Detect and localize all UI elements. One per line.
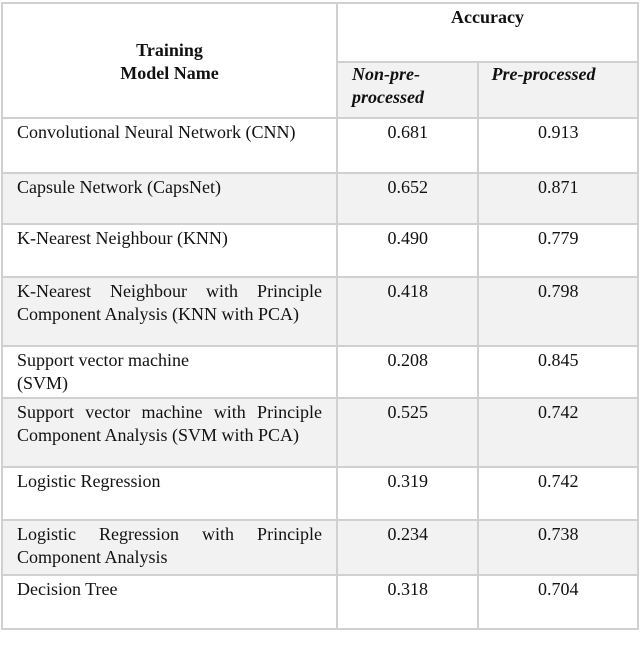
model-name-header — [2, 3, 337, 118]
table-row — [2, 398, 638, 467]
preprocessed-accuracy-cell: 0.742 — [478, 398, 638, 467]
model-name-cell: K-Nearest Neighbour (KNN) — [2, 224, 337, 277]
model-name-header-line1: Training — [136, 39, 203, 60]
header-row — [2, 3, 638, 62]
non-preprocessed-accuracy-cell: 0.525 — [337, 398, 478, 467]
non-preprocessed-accuracy-cell: 0.319 — [337, 467, 478, 520]
table-row — [2, 173, 638, 224]
preprocessed-accuracy-cell: 0.798 — [478, 277, 638, 346]
model-name-cell: Support vector machine with Principle Component Analysis (SVM with PCA) — [2, 398, 337, 467]
table-row — [2, 224, 638, 277]
non-preprocessed-accuracy-cell: 0.208 — [337, 346, 478, 398]
table-row — [2, 277, 638, 346]
table-row — [2, 467, 638, 520]
preprocessed-accuracy-cell: 0.742 — [478, 467, 638, 520]
non-preprocessed-line1: Non-pre- — [352, 64, 421, 84]
non-preprocessed-accuracy-cell: 0.681 — [337, 118, 478, 173]
non-preprocessed-line2: processed — [352, 87, 425, 107]
model-name-cell: K-Nearest Neighbour with Principle Component Analysis (KNN with PCA) — [2, 277, 337, 346]
model-name-cell: Capsule Network (CapsNet) — [2, 173, 337, 224]
table-row — [2, 118, 638, 173]
preprocessed-accuracy-cell: 0.871 — [478, 173, 638, 224]
non-preprocessed-accuracy-cell: 0.318 — [337, 575, 478, 629]
table-row — [2, 520, 638, 575]
model-name-cell: Convolutional Neural Network (CNN) — [2, 118, 337, 173]
preprocessed-accuracy-cell: 0.913 — [478, 118, 638, 173]
model-name-cell: Logistic Regression with Principle Component Analysis — [2, 520, 337, 575]
preprocessed-accuracy-cell: 0.738 — [478, 520, 638, 575]
accuracy-table — [1, 2, 639, 630]
model-name-header-line2: Model Name — [120, 62, 219, 83]
table-row — [2, 346, 638, 398]
accuracy-header: Accuracy — [337, 3, 638, 62]
model-name-cell: Logistic Regression — [2, 467, 337, 520]
preprocessed-accuracy-cell: 0.845 — [478, 346, 638, 398]
model-name-cell: Decision Tree — [2, 575, 337, 629]
non-preprocessed-accuracy-cell: 0.490 — [337, 224, 478, 277]
non-preprocessed-header — [337, 62, 478, 118]
model-name-cell: Support vector machine (SVM) — [2, 346, 337, 398]
non-preprocessed-accuracy-cell: 0.234 — [337, 520, 478, 575]
non-preprocessed-accuracy-cell: 0.418 — [337, 277, 478, 346]
non-preprocessed-accuracy-cell: 0.652 — [337, 173, 478, 224]
preprocessed-accuracy-cell: 0.704 — [478, 575, 638, 629]
preprocessed-accuracy-cell: 0.779 — [478, 224, 638, 277]
table-row — [2, 575, 638, 629]
preprocessed-header: Pre-processed — [478, 62, 638, 118]
